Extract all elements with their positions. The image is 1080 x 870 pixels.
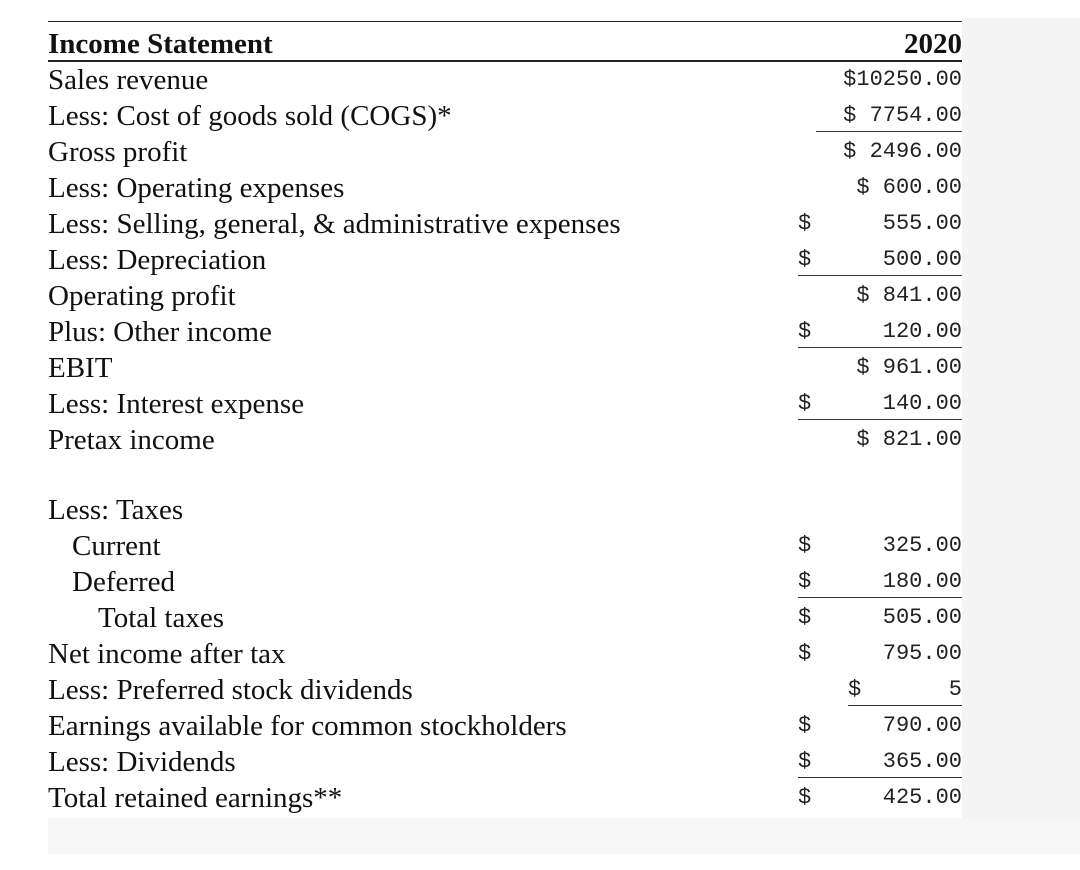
row-label: EBIT (48, 352, 113, 384)
subtotal-underline (798, 597, 962, 598)
row-value: 325.00 (882, 533, 962, 558)
row-value: 120.00 (882, 319, 962, 344)
row-label: Total taxes (98, 602, 225, 634)
dollar-sign: $ (798, 785, 812, 810)
row-amount: $ 7754.00 (843, 103, 962, 128)
row-label: Total retained earnings** (48, 782, 343, 814)
subtotal-underline (798, 777, 962, 778)
header-row (48, 26, 962, 62)
row-label: Less: Preferred stock dividends (48, 674, 413, 706)
row-label: Less: Depreciation (48, 244, 267, 276)
row-deferred-taxes (48, 564, 962, 600)
row-amount: $ 600.00 (856, 175, 962, 200)
row-label: Less: Selling, general, & administrative expenses (48, 208, 621, 240)
row-label: Deferred (72, 566, 176, 598)
row-net-income (48, 636, 962, 672)
row-label: Less: Dividends (48, 746, 236, 778)
row-value: 500.00 (882, 247, 962, 272)
row-amount: $ 841.00 (856, 283, 962, 308)
row-label: Less: Taxes (48, 494, 184, 526)
dollar-sign: $ (798, 641, 812, 666)
subtotal-underline (798, 347, 962, 348)
row-amount: $10250.00 (843, 67, 962, 92)
row-preferred-dividends (48, 672, 962, 708)
row-label: Less: Cost of goods sold (COGS)* (48, 100, 452, 132)
dollar-sign: $ (798, 533, 812, 558)
row-label: Current (72, 530, 161, 562)
dollar-sign: $ (798, 713, 812, 738)
dollar-sign: $ (798, 319, 812, 344)
row-label: Earnings available for common stockholders (48, 710, 567, 742)
row-value: 790.00 (882, 713, 962, 738)
row-value: 5 (948, 677, 962, 702)
row-value: 555.00 (882, 211, 962, 236)
row-label: Gross profit (48, 136, 188, 168)
row-value: 425.00 (882, 785, 962, 810)
row-dividends (48, 744, 962, 780)
year-heading: 2020 (904, 28, 962, 60)
right-background-panel (962, 18, 1080, 854)
top-rule (48, 21, 962, 22)
row-other-income (48, 314, 962, 350)
row-value: 505.00 (882, 605, 962, 630)
row-amount: $ 961.00 (856, 355, 962, 380)
row-gross-profit (48, 134, 962, 170)
row-sga (48, 206, 962, 242)
dollar-sign: $ (798, 211, 812, 236)
row-label: Operating profit (48, 280, 236, 312)
row-sales-revenue (48, 62, 962, 98)
dollar-sign: $ (798, 749, 812, 774)
row-retained-earnings (48, 780, 962, 816)
row-total-taxes (48, 600, 962, 636)
row-value: 795.00 (882, 641, 962, 666)
row-current-taxes (48, 528, 962, 564)
row-value: 180.00 (882, 569, 962, 594)
subtotal-underline (798, 419, 962, 420)
row-label: Less: Operating expenses (48, 172, 345, 204)
row-interest-expense (48, 386, 962, 422)
row-label: Less: Interest expense (48, 388, 305, 420)
statement-title: Income Statement (48, 28, 273, 60)
row-earnings-available (48, 708, 962, 744)
bottom-background-band (48, 818, 1080, 854)
row-label: Net income after tax (48, 638, 286, 670)
subtotal-underline (816, 131, 962, 132)
row-pretax-income (48, 422, 962, 458)
row-value: 365.00 (882, 749, 962, 774)
row-amount: $ 821.00 (856, 427, 962, 452)
row-amount: $ 2496.00 (843, 139, 962, 164)
row-label: Sales revenue (48, 64, 209, 96)
dollar-sign: $ (798, 569, 812, 594)
dollar-sign: $ (798, 247, 812, 272)
row-operating-profit (48, 278, 962, 314)
row-cogs (48, 98, 962, 134)
row-ebit (48, 350, 962, 386)
row-operating-expenses (48, 170, 962, 206)
row-label: Pretax income (48, 424, 215, 456)
row-label: Plus: Other income (48, 316, 272, 348)
row-taxes-heading (48, 492, 962, 528)
subtotal-underline (798, 275, 962, 276)
subtotal-underline (848, 705, 962, 706)
dollar-sign: $ (798, 605, 812, 630)
dollar-sign: $ (798, 391, 812, 416)
row-depreciation (48, 242, 962, 278)
dollar-sign: $ (848, 677, 862, 702)
row-value: 140.00 (882, 391, 962, 416)
